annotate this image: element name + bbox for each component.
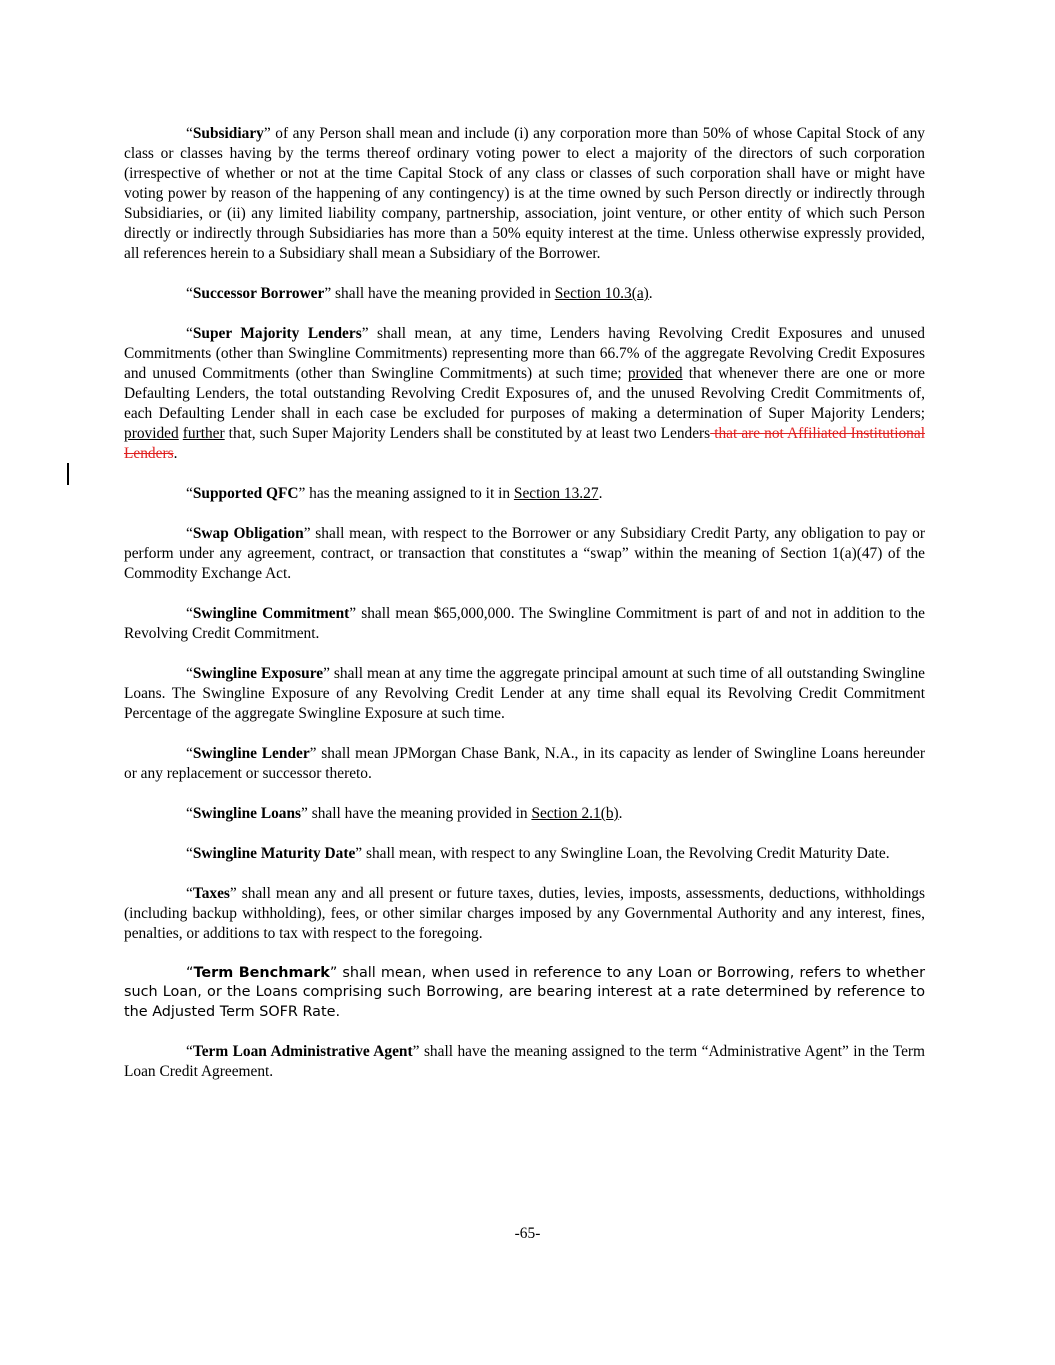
defined-term: Swap Obligation (192, 525, 304, 542)
definition-swingline-exposure: “Swingline Exposure” shall mean at any time the aggregate principal amount at such time of all outstanding Swingline Loans. The Swingline Exposure of any Revolving Credit Lender at any time shall equal its Revolving Credit Commitment Percentage of the aggregate Swingline Exposure at such time. (124, 665, 925, 722)
defined-term: Swingline Loans (192, 805, 302, 822)
definition-text: shall have the meaning provided in (307, 805, 532, 822)
definition-text: shall mean, at any time, Lenders having Revolving Credit Exposures and unused Commitments (other than Swingline Commitments) representing more than 66.7% of the aggregate Revolving Credit Exposures and unused Commitments (other than Swingline Commitments) at such time; (124, 325, 925, 382)
definition-subsidiary: “Subsidiary” of any Person shall mean and include (i) any corporation more than 50% of whose Capital Stock of any class or classes having by the terms thereof ordinary voting power to elect a majority of the directors of such corporation (irrespective of whether or not at the time Capital Stock of any class or classes of such corporation shall have or might have voting power by reason of the happening of any contingency) is at the time owned by such Person directly or indirectly through Subsidiaries, or (ii) any limited liability company, partnership, association, joint venture, or other entity of which such Person directly or indirectly through Subsidiaries has more than a 50% equity interest at the time. Unless otherwise expressly provided, all references herein to a Subsidiary shall mean a Subsidiary of the Borrower. (124, 125, 925, 262)
defined-term: Swingline Maturity Date (192, 845, 356, 862)
defined-term: Subsidiary (192, 125, 264, 142)
definition-taxes: “Taxes” shall mean any and all present or future taxes, duties, levies, imposts, assessments, deductions, withholdings (including backup withholding), fees, or other similar charges imposed by any Governmental Authority and any interest, fines, penalties, or additions to tax with respect to the foregoing. (124, 885, 925, 942)
definition-supported-qfc: “Supported QFC” has the meaning assigned to it in Section 13.27. (186, 485, 603, 502)
section-reference: Section 2.1(b) (531, 805, 619, 822)
underlined-word: further (182, 425, 225, 442)
deleted-text: that are not Affiliated Institutional Lenders (124, 425, 925, 462)
defined-term: Swingline Commitment (192, 605, 350, 622)
definition-swap-obligation: “Swap Obligation” shall mean, with respect to the Borrower or any Subsidiary Credit Party, any obligation to pay or perform under any agreement, contract, or transaction that constitutes a “swap” within the meaning of Section 1(a)(47) of the Commodity Exchange Act. (124, 525, 925, 582)
section-reference: Section 10.3(a) (554, 285, 649, 302)
definition-text: shall mean, with respect to any Swingline Loan, the Revolving Credit Maturity Date. (362, 845, 890, 862)
definition-swingline-maturity-date: “Swingline Maturity Date” shall mean, with respect to any Swingline Loan, the Revolving Credit Maturity Date. (186, 845, 890, 862)
definition-text: shall mean any and all present or future taxes, duties, levies, imposts, assessments, deductions, withholdings (including backup withholding), fees, or other similar charges imposed by any Governmental Authority and any interest, fines, penalties, or additions to tax with respect to the foregoing. (124, 885, 925, 942)
defined-term: Successor Borrower (192, 285, 325, 302)
page-number: -65- (514, 1225, 541, 1242)
defined-term: Supported QFC (192, 485, 299, 502)
definition-text: has the meaning assigned to it in (305, 485, 514, 502)
definition-successor-borrower: “Successor Borrower” shall have the meaning provided in Section 10.3(a). (186, 285, 653, 302)
definition-text: of any Person shall mean and include (i) any corporation more than 50% of whose Capital Stock of any class or classes having by the terms thereof ordinary voting power to elect a majority of the directors of such corporation (irrespective of whether or not at the time Capital Stock of any class or classes of such corporation shall have or might have voting power by reason of the happening of any contingency) is at the time owned by such Person directly or indirectly through Subsidiaries, or (ii) any limited liability company, partnership, association, joint venture, or other entity of which such Person directly or indirectly through Subsidiaries has more than a 50% equity interest at the time. Unless otherwise expressly provided, all references herein to a Subsidiary shall mean a Subsidiary of the Borrower. (124, 125, 925, 262)
defined-term: Taxes (192, 885, 230, 902)
definition-text: shall mean $65,000,000. The Swingline Commitment is part of and not in addition to the Revolving Credit Commitment. (124, 605, 925, 642)
definition-text: shall have the meaning provided in (331, 285, 555, 302)
defined-term: Term Loan Administrative Agent (192, 1042, 413, 1060)
underlined-word: provided (627, 365, 683, 382)
definition-swingline-commitment: “Swingline Commitment” shall mean $65,000,000. The Swingline Commitment is part of and not in addition to the Revolving Credit Commitment. (124, 605, 925, 642)
definition-text: shall mean, when used in reference to any Loan or Borrowing, refers to whether such Loan, or the Loans comprising such Borrowing, are bearing interest at a rate determined by reference to the Adjusted Term SOFR Rate. (124, 965, 925, 1020)
document-body (124, 124, 925, 1102)
defined-term: Term Benchmark (193, 965, 330, 981)
defined-term: Swingline Exposure (192, 665, 324, 682)
revision-change-bar (67, 463, 69, 485)
definition-term-benchmark: “Term Benchmark” shall mean, when used in reference to any Loan or Borrowing, refers to whether such Loan, or the Loans comprising such Borrowing, are bearing interest at a rate determined by reference to the Adjusted Term SOFR Rate. (124, 965, 925, 1020)
defined-term: Super Majority Lenders (192, 325, 362, 342)
definition-text: shall mean at any time the aggregate principal amount at such time of all outstanding Swingline Loans. The Swingline Exposure of any Revolving Credit Lender at any time shall equal its Revolving Credit Commitment Percentage of the aggregate Swingline Exposure at such time. (124, 665, 925, 722)
definition-term-loan-administrative-agent: “Term Loan Administrative Agent” shall have the meaning assigned to the term “Administrative Agent” in the Term Loan Credit Agreement. (124, 1042, 926, 1080)
section-reference: Section 13.27 (513, 485, 599, 502)
defined-term: Swingline Lender (192, 745, 310, 762)
definition-text: shall mean JPMorgan Chase Bank, N.A., in its capacity as lender of Swingline Loans hereunder or any replacement or successor thereto. (124, 745, 925, 782)
underlined-word: provided (124, 425, 179, 442)
definition-swingline-lender: “Swingline Lender” shall mean JPMorgan Chase Bank, N.A., in its capacity as lender of Swingline Loans hereunder or any replacement or successor thereto. (124, 745, 925, 782)
definition-text: shall mean, with respect to the Borrower or any Subsidiary Credit Party, any obligation to pay or perform under any agreement, contract, or transaction that constitutes a “swap” within the meaning of Section 1(a)(47) of the Commodity Exchange Act. (124, 525, 925, 582)
definition-text: shall have the meaning assigned to the term “Administrative Agent” in the Term Loan Credit Agreement. (124, 1042, 926, 1080)
definition-super-majority-lenders: “Super Majority Lenders” shall mean, at any time, Lenders having Revolving Credit Exposures and unused Commitments (other than Swingline Commitments) representing more than 66.7% of the aggregate Revolving Credit Exposures and unused Commitments (other than Swingline Commitments) at such time; provided that whenever there are one or more Defaulting Lenders, the total outstanding Revolving Credit Exposures of, and the unused Revolving Credit Commitments of, each Defaulting Lender shall in each case be excluded for purposes of making a determination of Super Majority Lenders; provided further that, such Super Majority Lenders shall be constituted by at least two Lenders that are not Affiliated Institutional Lenders. (124, 325, 925, 462)
definition-swingline-loans: “Swingline Loans” shall have the meaning provided in Section 2.1(b). (186, 805, 623, 822)
